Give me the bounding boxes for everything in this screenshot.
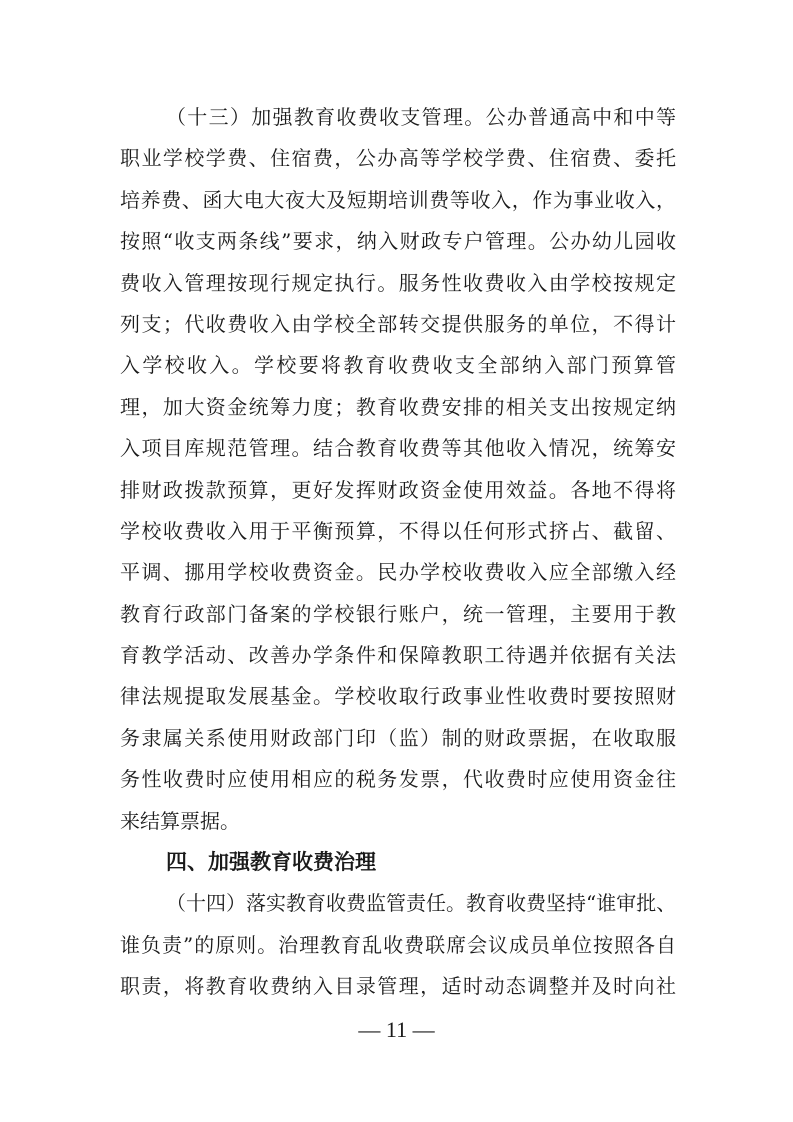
paragraph-13-line: 排财政拨款预算，更好发挥财政资金使用效益。各地不得将 — [120, 477, 676, 502]
paragraph-14-line: （十四）落实教育收费监管责任。教育收费坚持“谁审批、 — [166, 891, 677, 916]
paragraph-13-line: 来结算票据。 — [120, 808, 240, 833]
paragraph-13-line: 培养费、函大电大夜大及短期培训费等收入，作为事业收入， — [120, 187, 676, 212]
paragraph-13-line: 学校收费收入用于平衡预算，不得以任何形式挤占、截留、 — [120, 518, 676, 543]
paragraph-13-line: 入项目库规范管理。结合教育收费等其他收入情况，统筹安 — [120, 436, 676, 461]
section-heading: 四、加强教育收费治理 — [166, 850, 376, 875]
page-number: — 11 — — [358, 1017, 435, 1042]
paragraph-13-line: 教育行政部门备案的学校银行账户，统一管理，主要用于教 — [120, 601, 676, 626]
paragraph-13-line: 务隶属关系使用财政部门印（监）制的财政票据，在收取服 — [120, 725, 676, 750]
paragraph-13-line: 职业学校学费、住宿费，公办高等学校学费、住宿费、委托 — [120, 146, 676, 171]
paragraph-13-line: 育教学活动、改善办学条件和保障教职工待遇并依据有关法 — [120, 643, 676, 668]
paragraph-13-line: 律法规提取发展基金。学校收取行政事业性收费时要按照财 — [120, 684, 676, 709]
paragraph-13-line: 入学校收入。学校要将教育收费收支全部纳入部门预算管 — [120, 353, 676, 378]
paragraph-13-line: 列支；代收费收入由学校全部转交提供服务的单位，不得计 — [120, 311, 676, 336]
paragraph-13-line: （十三）加强教育收费收支管理。公办普通高中和中等 — [166, 105, 676, 129]
paragraph-14-line: 谁负责”的原则。治理教育乱收费联席会议成员单位按照各自 — [120, 932, 676, 957]
paragraph-13-line: 理，加大资金统筹力度；教育收费安排的相关支出按规定纳 — [120, 394, 676, 419]
body-text — [120, 97, 676, 1008]
paragraph-14-line: 职责，将教育收费纳入目录管理，适时动态调整并及时向社 — [120, 974, 676, 999]
paragraph-13-line: 平调、挪用学校收费资金。民办学校收费收入应全部缴入经 — [120, 560, 676, 585]
paragraph-13-line: 按照“收支两条线”要求，纳入财政专户管理。公办幼儿园收 — [120, 229, 676, 254]
paragraph-13-line: 务性收费时应使用相应的税务发票，代收费时应使用资金往 — [120, 767, 676, 792]
paragraph-13-line: 费收入管理按现行规定执行。服务性收费收入由学校按规定 — [120, 270, 676, 295]
